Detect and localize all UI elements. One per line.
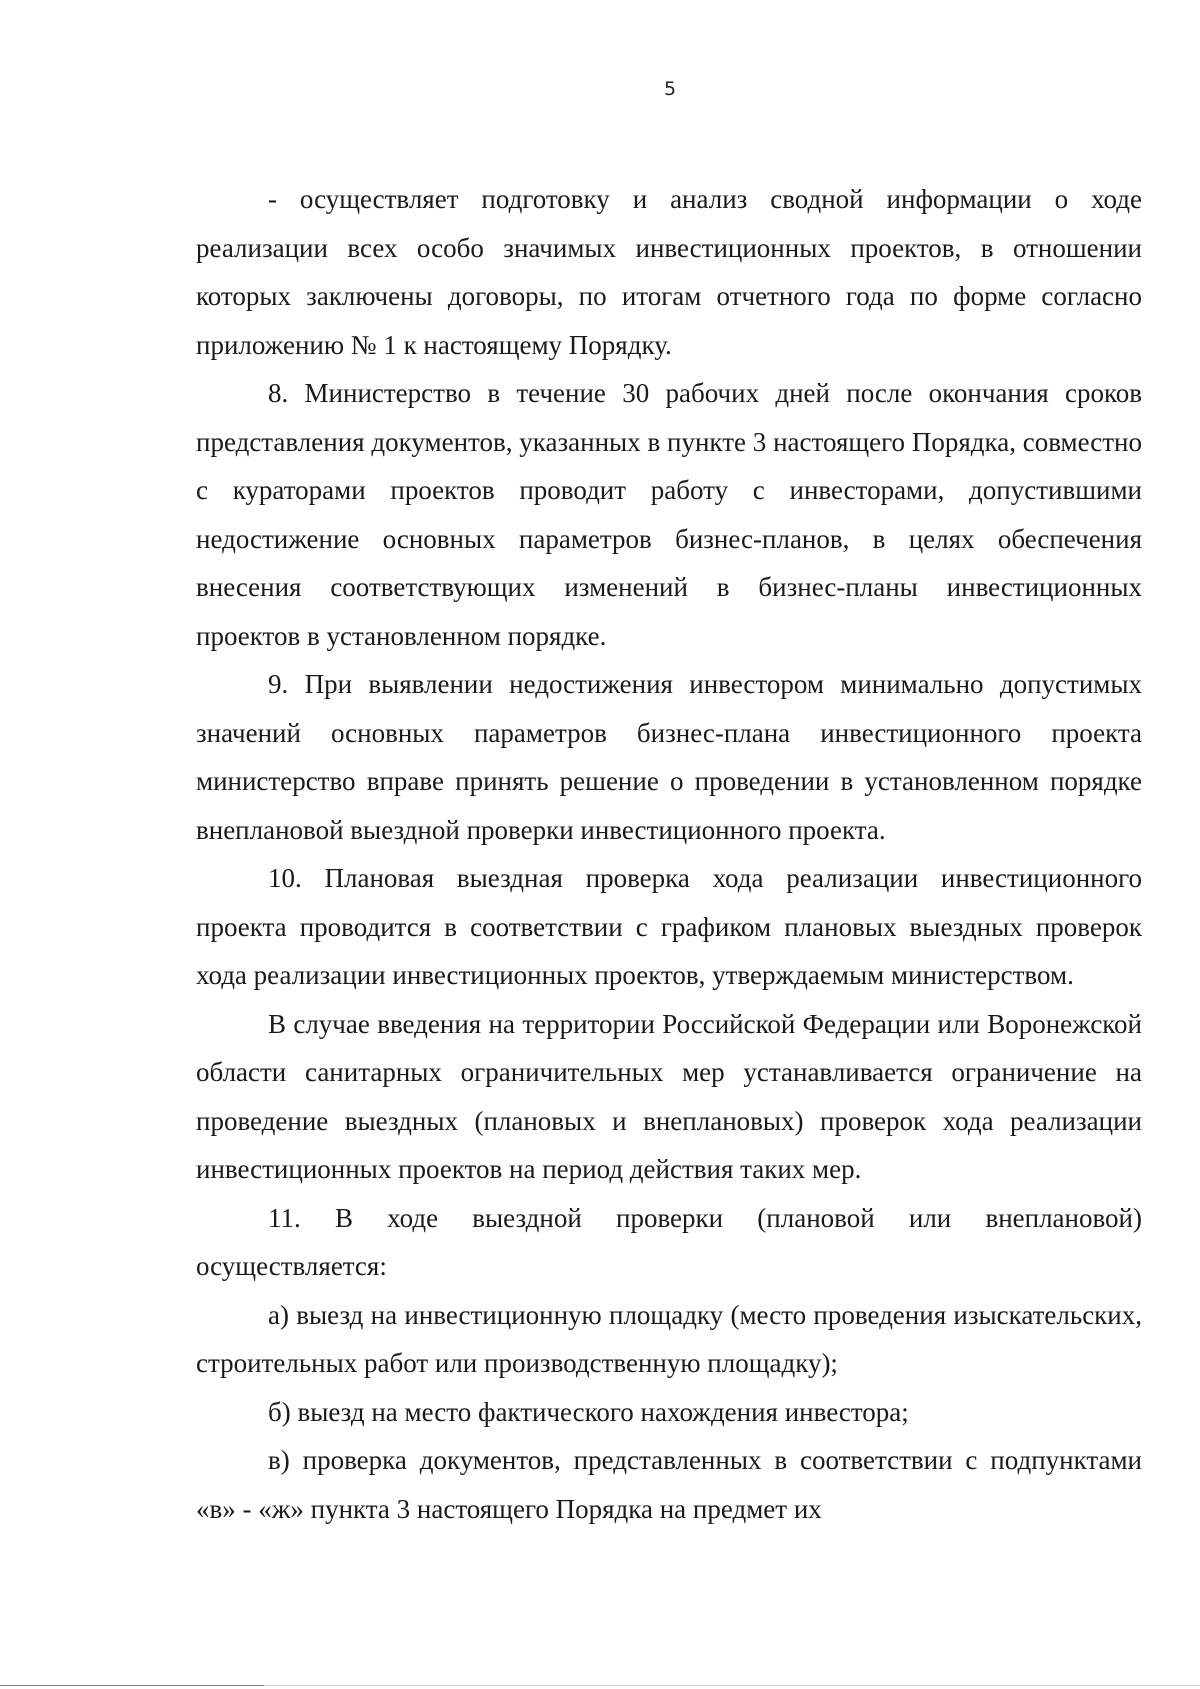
paragraph-sanitary-measures: В случае введения на территории Российской Федерации или Воронежской области санитарных ограничительных мер устанавливается ограничение на проведение выездных (плановых и внеплановых) проверок хода реализации инвестиционных проектов на период действия таких мер. (196, 1008, 1142, 1184)
document-body (196, 175, 1142, 1533)
paragraph-curator-duties: - осуществляет подготовку и анализ сводной информации о ходе реализации всех особо значимых инвестиционных проектов, в отношении которых заключены договоры, по итогам отчетного года по форме согласно приложению № 1 к настоящему Порядку. (196, 184, 1142, 360)
paragraph-item-11: 11. В ходе выездной проверки (плановой или внеплановой) осуществляется: (196, 1202, 1142, 1281)
paragraph-subitem-a: а) выезд на инвестиционную площадку (место проведения изыскательских, строительных работ или производственную площадку); (196, 1299, 1142, 1378)
paragraph-subitem-v: в) проверка документов, представленных в соответствии с подпунктами «в» - «ж» пункта 3 настоящего Порядка на предмет их (196, 1445, 1142, 1524)
paragraph-subitem-b: б) выезд на место фактического нахождения инвестора; (268, 1396, 909, 1427)
paragraph-item-9: 9. При выявлении недостижения инвестором минимально допустимых значений основных параметров бизнес-плана инвестиционного проекта министерство вправе принять решение о проведении в установленном порядке внеплановой выездной проверки инвестиционного проекта. (196, 669, 1142, 845)
paragraph-item-8: 8. Министерство в течение 30 рабочих дней после окончания сроков представления документов, указанных в пункте 3 настоящего Порядка, совместно с кураторами проектов проводит работу с инвесторами, допустившими недостижение основных параметров бизнес-планов, в целях обеспечения внесения соответствующих изменений в бизнес-планы инвестиционных проектов в установленном порядке. (196, 378, 1142, 651)
paragraph-item-10: 10. Плановая выездная проверка хода реализации инвестиционного проекта проводится в соответствии с графиком плановых выездных проверок хода реализации инвестиционных проектов, утверждаемым министерством. (196, 863, 1142, 990)
scan-bottom-edge (0, 1685, 1200, 1686)
page-number: 5 (663, 78, 677, 100)
